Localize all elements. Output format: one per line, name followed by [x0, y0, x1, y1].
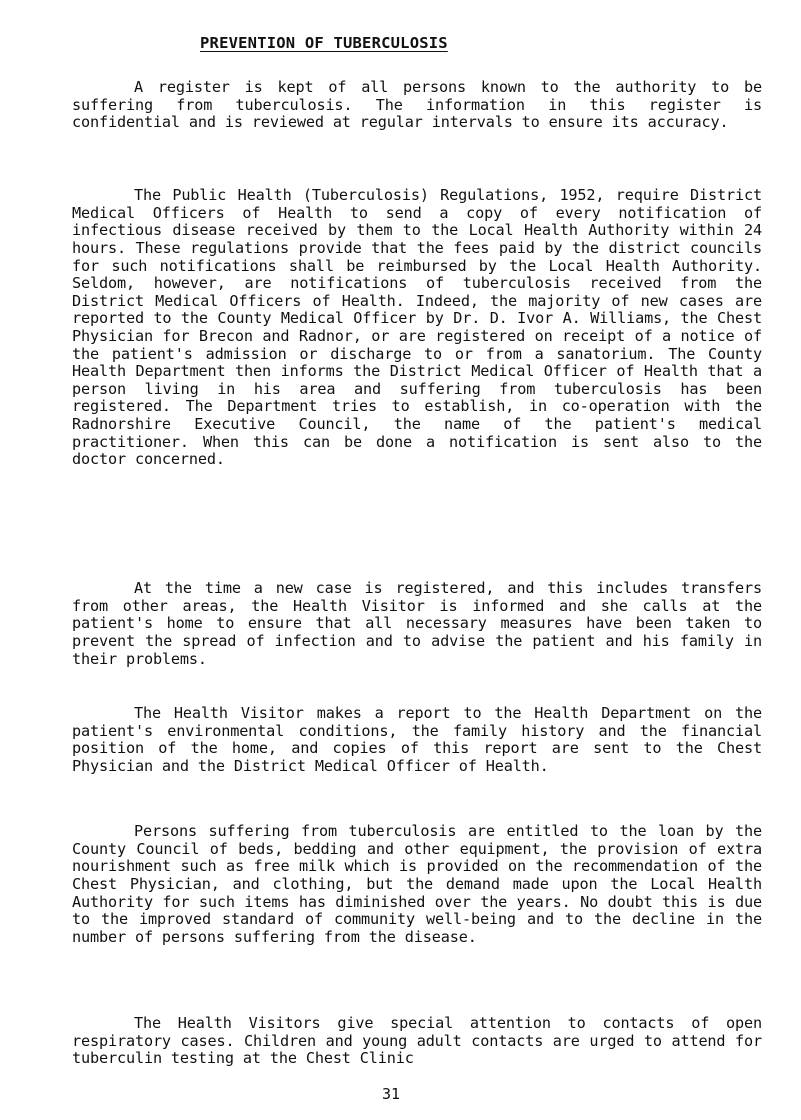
paragraph-regulations: The Public Health (Tuberculosis) Regulations, 1952, require District Medical Officers of Health to send a copy of every notification of infectious disease received by them to the Local Health Authority within 24 hours. These regulations provide that the fees paid by the district councils for such notifications shall be reimbursed by the Local Health Authority. Seldom, however, are notifications of tuberculosis received from the District Medical Officers of Health. Indeed, the majority of new cases are reported to the County Medical Officer by Dr. D. Ivor A. Williams, the Chest Physician for Brecon and Radnor, or are registered on receipt of a notice of the patient's admission or discharge to or from a sanatorium. The County Health Department then informs the District Medical Officer of Health that a person living in his area and suffering from tuberculosis has been registered. The Department tries to establish, in co-operation with the Radnorshire Executive Council, the name of the patient's medical practitioner. When this can be done a notification is sent also to the doctor concerned.: [72, 186, 762, 469]
paragraph-contacts: The Health Visitors give special attention to contacts of open respiratory cases. Children and young adult contacts are urged to attend for tuberculin testing at the Chest Clinic: [72, 1014, 762, 1068]
page-number: 31: [382, 1085, 401, 1103]
paragraph-health-visitor-report: The Health Visitor makes a report to the Health Department on the patient's environmental conditions, the family history and the financial position of the home, and copies of this report are sent to the Chest Physician and the District Medical Officer of Health.: [72, 704, 762, 775]
paragraph-loan-equipment: Persons suffering from tuberculosis are entitled to the loan by the County Council of beds, bedding and other equipment, the provision of extra nourishment such as free milk which is provided on the recommendation of the Chest Physician, and clothing, but the demand made upon the Local Health Authority for such items has diminished over the years. No doubt this is due to the improved standard of community well-being and to the decline in the number of persons suffering from the disease.: [72, 822, 762, 946]
page-title: PREVENTION OF TUBERCULOSIS: [200, 34, 448, 52]
paragraph-new-case: At the time a new case is registered, and this includes transfers from other areas, the Health Visitor is informed and she calls at the patient's home to ensure that all necessary measures have been taken to prevent the spread of infection and to advise the patient and his family in their problems.: [72, 579, 762, 668]
paragraph-register: A register is kept of all persons known to the authority to be suffering from tuberculosis. The information in this register is confidential and is reviewed at regular intervals to ensure its accuracy.: [72, 78, 762, 132]
